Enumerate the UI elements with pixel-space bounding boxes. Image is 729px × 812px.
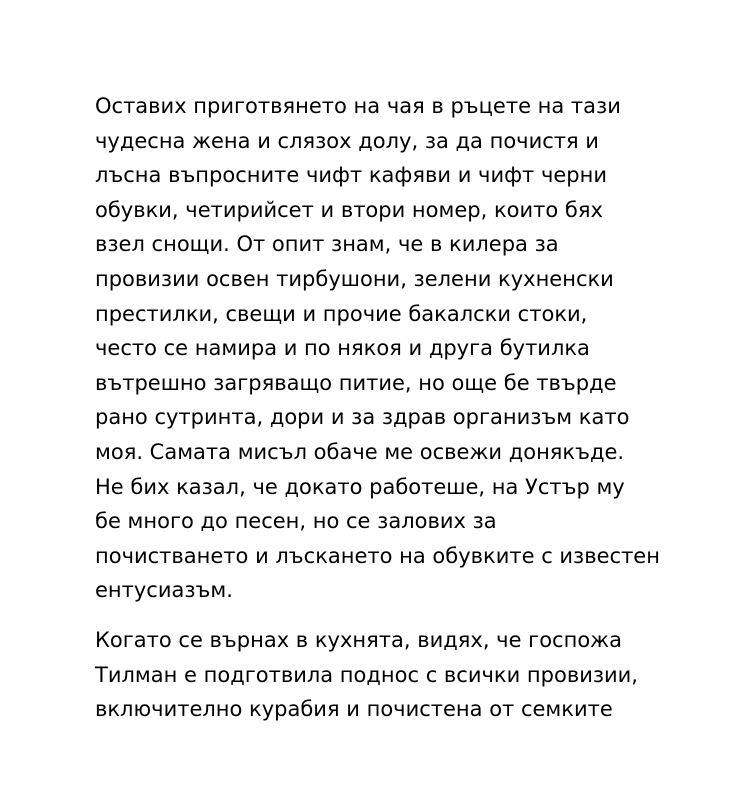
text-line: обувки, четирийсет и втори номер, които бях <box>95 197 603 222</box>
text-line: рано сутринта, дори и за здрав организъм като <box>95 405 630 430</box>
text-line: престилки, свещи и прочие бакалски стоки, <box>95 301 588 326</box>
text-line: Когато се върнах в кухнята, видях, че госпожа <box>95 627 622 652</box>
paragraph-2 <box>95 623 695 727</box>
text-line: почистването и лъскането на обувките с известен <box>95 543 660 568</box>
document-body <box>95 89 695 727</box>
text-line: провизии освен тирбушони, зелени кухненски <box>95 266 614 291</box>
text-line: лъсна въпросните чифт кафяви и чифт черни <box>95 163 607 188</box>
text-line: чудесна жена и слязох долу, за да почистя и <box>95 128 599 153</box>
text-line: взел снощи. От опит знам, че в килера за <box>95 232 559 257</box>
text-line: Не бих казал, че докато работеше, на Устър му <box>95 474 625 499</box>
text-line: Тилман е подготвила поднос с всички провизии, <box>95 662 638 687</box>
text-line: ентусиазъм. <box>95 578 233 603</box>
text-line: моя. Самата мисъл обаче ме освежи донякъде. <box>95 439 625 464</box>
text-line: вътрешно загряващо питие, но още бе твърде <box>95 370 617 395</box>
paragraph-spacer <box>95 608 695 623</box>
text-line: включително курабия и почистена от семките <box>95 697 613 722</box>
text-line: бе много до песен, но се залових за <box>95 509 497 534</box>
paragraph-1 <box>95 89 695 608</box>
text-line: Оставих приготвянето на чая в ръцете на тази <box>95 94 621 118</box>
text-line: често се намира и по някоя и друга бутилка <box>95 336 590 361</box>
